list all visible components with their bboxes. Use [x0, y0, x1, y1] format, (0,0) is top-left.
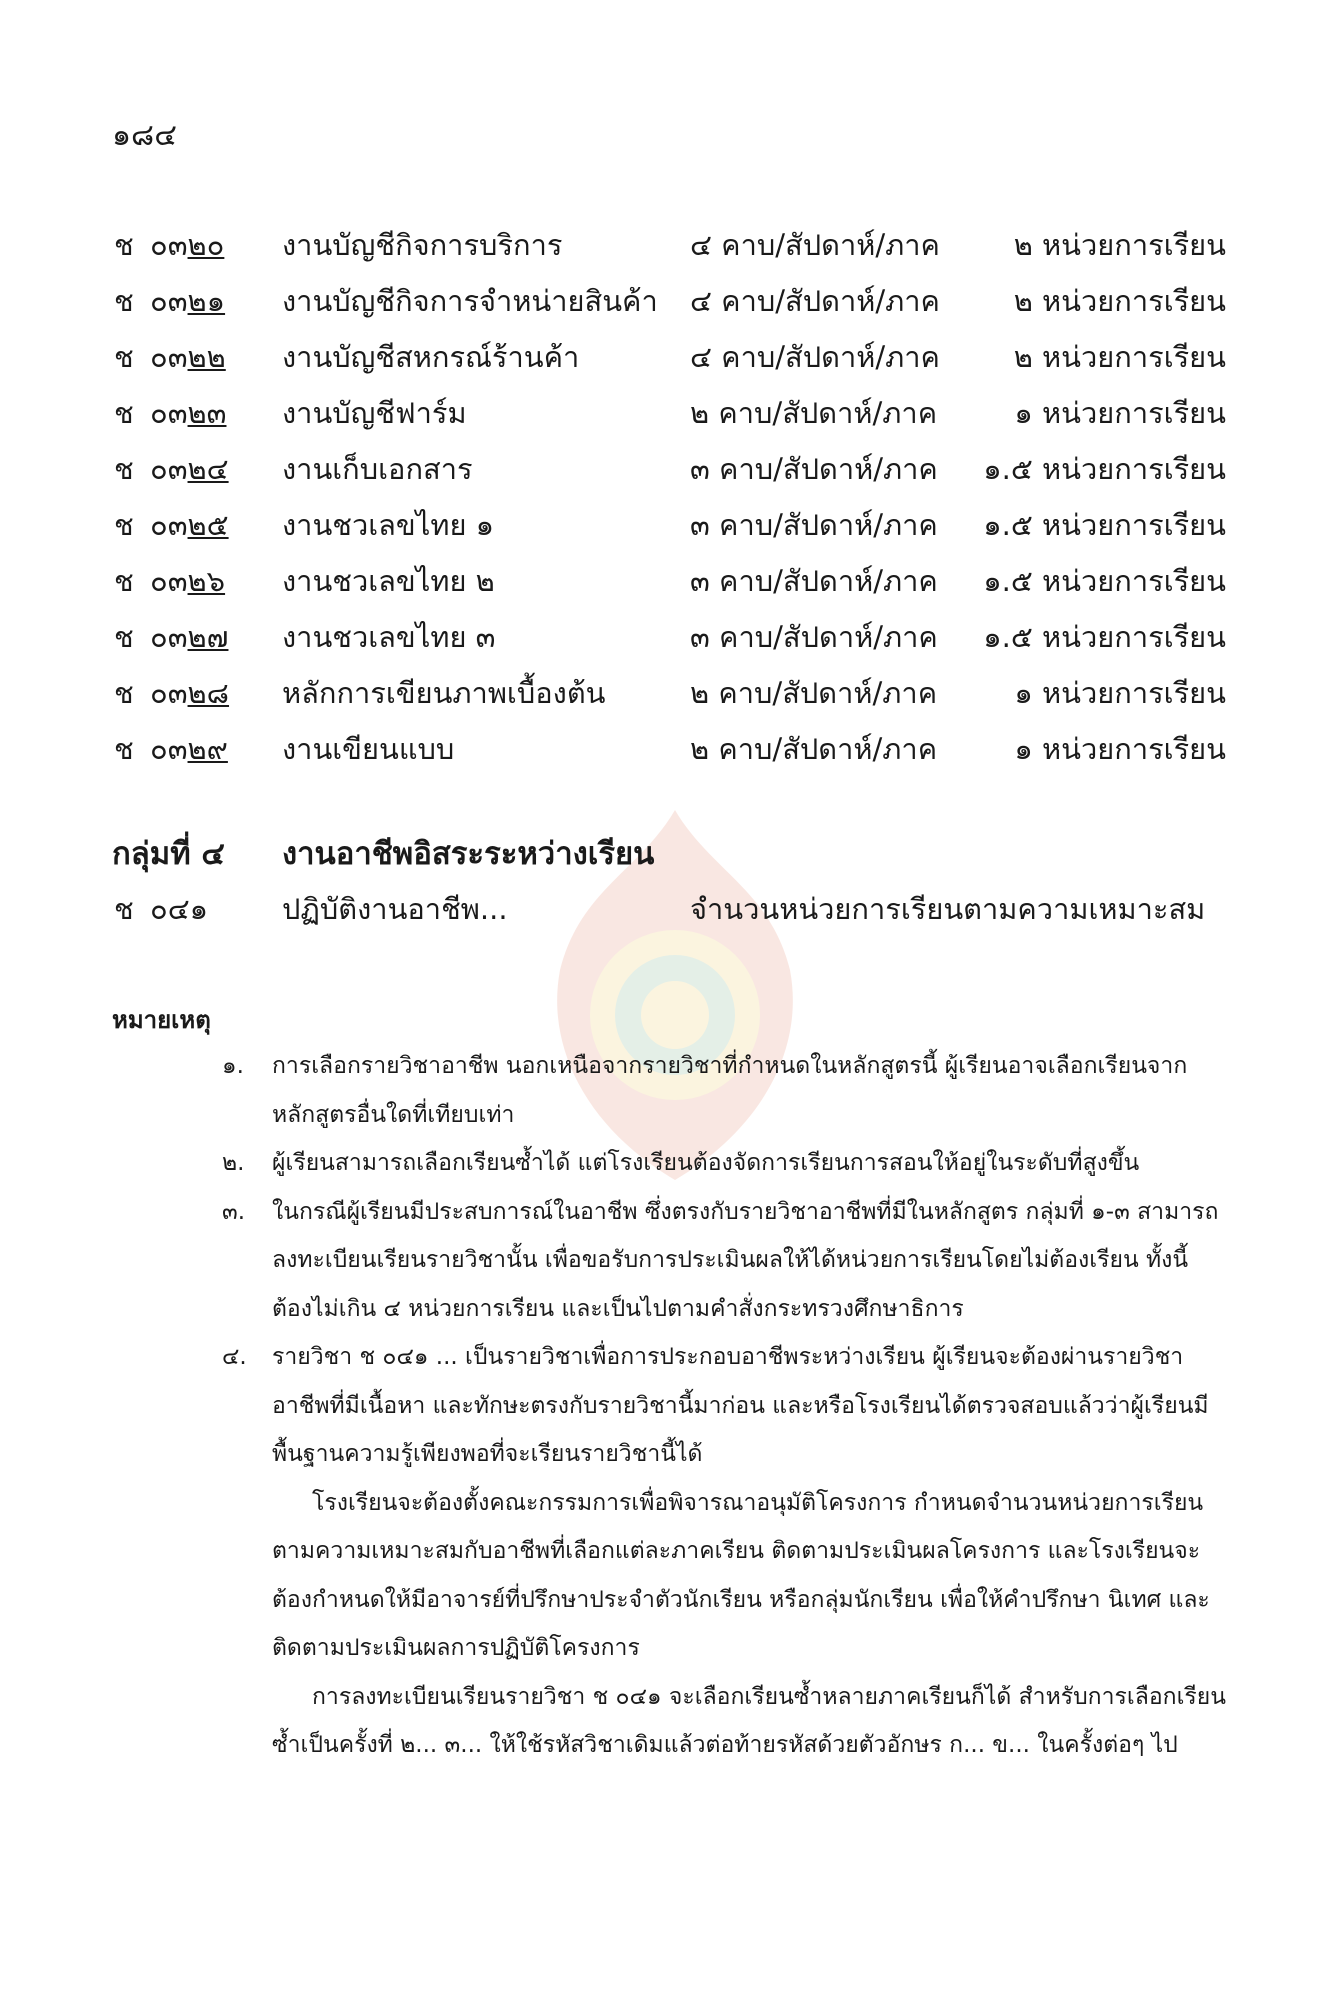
course-credits: ๒ หน่วยการเรียน: [1013, 284, 1226, 318]
course-code: [150, 726, 228, 772]
course-periods: ๓ คาบ/สัปดาห์/ภาค: [690, 508, 938, 542]
course-code: [150, 278, 225, 324]
course-row: [0, 502, 1340, 558]
remark-item: [222, 1188, 1227, 1334]
course-code: [150, 390, 226, 436]
course-row: [0, 446, 1340, 502]
course-code: [150, 334, 226, 380]
remark-number: ๔.: [222, 1344, 247, 1370]
course-code-tail: ๒๑: [187, 284, 226, 318]
course-code-tail: ๒๕: [187, 508, 229, 542]
course-periods: ๔ คาบ/สัปดาห์/ภาค: [690, 340, 940, 374]
course-credit-note: จำนวนหน่วยการเรียนตามความเหมาะสม: [690, 892, 1206, 926]
course-code: [150, 670, 229, 716]
course-code-main: ๐๓: [150, 284, 188, 318]
group-label: กลุ่มที่ ๔: [112, 836, 225, 872]
course-credits: ๑.๕ หน่วยการเรียน: [983, 508, 1226, 542]
course-code-main: ๐๓: [150, 564, 188, 598]
course-name: ปฏิบัติงานอาชีพ...: [282, 892, 508, 926]
course-code-tail: ๒๙: [187, 732, 228, 766]
course-row: [0, 390, 1340, 446]
remark-text: การเลือกรายวิชาอาชีพ นอกเหนือจากรายวิชาที่กำหนดในหลักสูตรนี้ ผู้เรียนอาจเลือกเรียนจากหลักสูตรอื่นใดที่เทียบเท่า: [272, 1053, 1188, 1128]
course-periods: ๓ คาบ/สัปดาห์/ภาค: [690, 564, 938, 598]
remark-item: [222, 1333, 1227, 1479]
remark-text: รายวิชา ช ๐๔๑ ... เป็นรายวิชาเพื่อการประกอบอาชีพระหว่างเรียน ผู้เรียนจะต้องผ่านรายวิชาอาชีพที่มีเนื้อหา และทักษะตรงกับรายวิชานี้มาก่อน และหรือโรงเรียนได้ตรวจสอบแล้วว่าผู้เรียนมีพื้นฐานความรู้เพียงพอที่จะเรียนรายวิชานี้ได้: [272, 1344, 1209, 1467]
remark-paragraph: การลงทะเบียนเรียนรายวิชา ช ๐๔๑ จะเลือกเรียนซ้ำหลายภาคเรียนก็ได้ สำหรับการเลือกเรียนซ้ำเป็นครั้งที่ ๒... ๓... ให้ใช้รหัสวิชาเดิมแล้วต่อท้ายรหัสด้วยตัวอักษร ก... ข... ในครั้งต่อๆ ไป: [272, 1683, 1226, 1758]
course-code-main: ๐๓: [150, 732, 188, 766]
course-code: [150, 614, 228, 660]
course-periods: ๒ คาบ/สัปดาห์/ภาค: [690, 732, 938, 766]
course-code-tail: ๒๘: [187, 676, 230, 710]
course-prefix: ช: [114, 284, 134, 318]
course-credits: ๒ หน่วยการเรียน: [1013, 340, 1226, 374]
course-name: งานเก็บเอกสาร: [282, 452, 473, 486]
course-code-tail: ๒๓: [187, 396, 227, 430]
course-code: [150, 446, 229, 492]
remarks-section: [222, 1042, 1227, 1770]
course-periods: ๒ คาบ/สัปดาห์/ภาค: [690, 676, 938, 710]
course-name: งานบัญชีกิจการจำหน่ายสินค้า: [282, 284, 658, 318]
remark-item: [222, 1042, 1227, 1139]
remarks-title: หมายเหตุ: [112, 1006, 211, 1034]
course-row: [0, 222, 1340, 278]
course-code-main: ๐๓: [150, 676, 188, 710]
course-code: ๐๔๑: [150, 892, 209, 926]
course-name: งานเขียนแบบ: [282, 732, 455, 766]
remark-paragraph: โรงเรียนจะต้องตั้งคณะกรรมการเพื่อพิจารณาอนุมัติโครงการ กำหนดจำนวนหน่วยการเรียนตามความเหมาะสมกับอาชีพที่เลือกแต่ละภาคเรียน ติดตามประเมินผลโครงการ และโรงเรียนจะต้องกำหนดให้มีอาจารย์ที่ปรึกษาประจำตัวนักเรียน หรือกลุ่มนักเรียน เพื่อให้คำปรึกษา นิเทศ และติดตามประเมินผลการปฏิบัติโครงการ: [272, 1489, 1210, 1661]
course-row: [0, 558, 1340, 614]
course-code: [150, 502, 229, 548]
course-periods: ๔ คาบ/สัปดาห์/ภาค: [690, 284, 940, 318]
course-code-tail: ๒๗: [187, 620, 229, 654]
course-prefix: ช: [114, 228, 134, 262]
course-code-main: ๐๓: [150, 340, 188, 374]
course-name: งานชวเลขไทย ๓: [282, 620, 496, 654]
course-credits: ๑ หน่วยการเรียน: [1014, 676, 1226, 710]
group-heading: [112, 828, 655, 878]
course-code-main: ๐๓: [150, 228, 188, 262]
course-credits: ๑.๕ หน่วยการเรียน: [983, 620, 1226, 654]
course-name: งานชวเลขไทย ๑: [282, 508, 495, 542]
course-prefix: ช: [114, 732, 134, 766]
course-prefix: ช: [114, 564, 134, 598]
course-periods: ๔ คาบ/สัปดาห์/ภาค: [690, 228, 940, 262]
remark-number: ๑.: [222, 1053, 244, 1079]
course-name: งานชวเลขไทย ๒: [282, 564, 495, 598]
course-row: [0, 726, 1340, 782]
course-credits: ๒ หน่วยการเรียน: [1013, 228, 1226, 262]
course-code-tail: ๒๒: [187, 340, 226, 374]
course-periods: ๓ คาบ/สัปดาห์/ภาค: [690, 620, 938, 654]
course-periods: ๓ คาบ/สัปดาห์/ภาค: [690, 452, 938, 486]
remark-text: ผู้เรียนสามารถเลือกเรียนซ้ำได้ แต่โรงเรียนต้องจัดการเรียนการสอนให้อยู่ในระดับที่สูงขึ้น: [272, 1150, 1140, 1176]
course-code: [150, 558, 225, 604]
course-code-main: ๐๓: [150, 396, 188, 430]
course-name: งานบัญชีกิจการบริการ: [282, 228, 563, 262]
course-code-tail: ๒๔: [187, 452, 229, 486]
course-name: หลักการเขียนภาพเบื้องต้น: [282, 676, 606, 710]
remark-item: [222, 1139, 1227, 1188]
course-code-tail: ๒๖: [187, 564, 226, 598]
course-prefix: ช: [114, 452, 134, 486]
course-code-main: ๐๓: [150, 452, 188, 486]
course-credits: ๑ หน่วยการเรียน: [1014, 396, 1226, 430]
course-periods: ๒ คาบ/สัปดาห์/ภาค: [690, 396, 938, 430]
course-code-main: ๐๓: [150, 620, 188, 654]
course-credits: ๑ หน่วยการเรียน: [1014, 732, 1226, 766]
course-code: [150, 222, 224, 268]
course-row: [0, 670, 1340, 726]
course-prefix: ช: [114, 892, 134, 926]
course-prefix: ช: [114, 340, 134, 374]
course-prefix: ช: [114, 396, 134, 430]
remark-number: ๒.: [222, 1150, 245, 1176]
course-credits: ๑.๕ หน่วยการเรียน: [983, 564, 1226, 598]
course-list: [0, 222, 1340, 782]
course-prefix: ช: [114, 508, 134, 542]
course-name: งานบัญชีฟาร์ม: [282, 396, 467, 430]
course-credits: ๑.๕ หน่วยการเรียน: [983, 452, 1226, 486]
remark-number: ๓.: [222, 1198, 246, 1225]
course-row: [0, 278, 1340, 334]
remark-text: ในกรณีผู้เรียนมีประสบการณ์ในอาชีพ ซึ่งตรงกับรายวิชาอาชีพที่มีในหลักสูตร กลุ่มที่ ๑-๓ สามารถลงทะเบียนเรียนรายวิชานั้น เพื่อขอรับการประเมินผลให้ได้หน่วยการเรียนโดยไม่ต้องเรียน ทั้งนี้ต้องไม่เกิน ๔ หน่วยการเรียน และเป็นไปตามคำสั่งกระทรวงศึกษาธิการ: [272, 1198, 1219, 1322]
course-row: [0, 334, 1340, 390]
course-code-tail: ๒๐: [187, 228, 225, 262]
course-prefix: ช: [114, 676, 134, 710]
course-code-main: ๐๓: [150, 508, 188, 542]
course-prefix: ช: [114, 620, 134, 654]
course-row: [0, 614, 1340, 670]
group-title: งานอาชีพอิสระระหว่างเรียน: [282, 836, 655, 872]
course-name: งานบัญชีสหกรณ์ร้านค้า: [282, 340, 580, 374]
group-course-row: [0, 886, 1340, 936]
page-number: ๑๘๔: [112, 118, 177, 153]
